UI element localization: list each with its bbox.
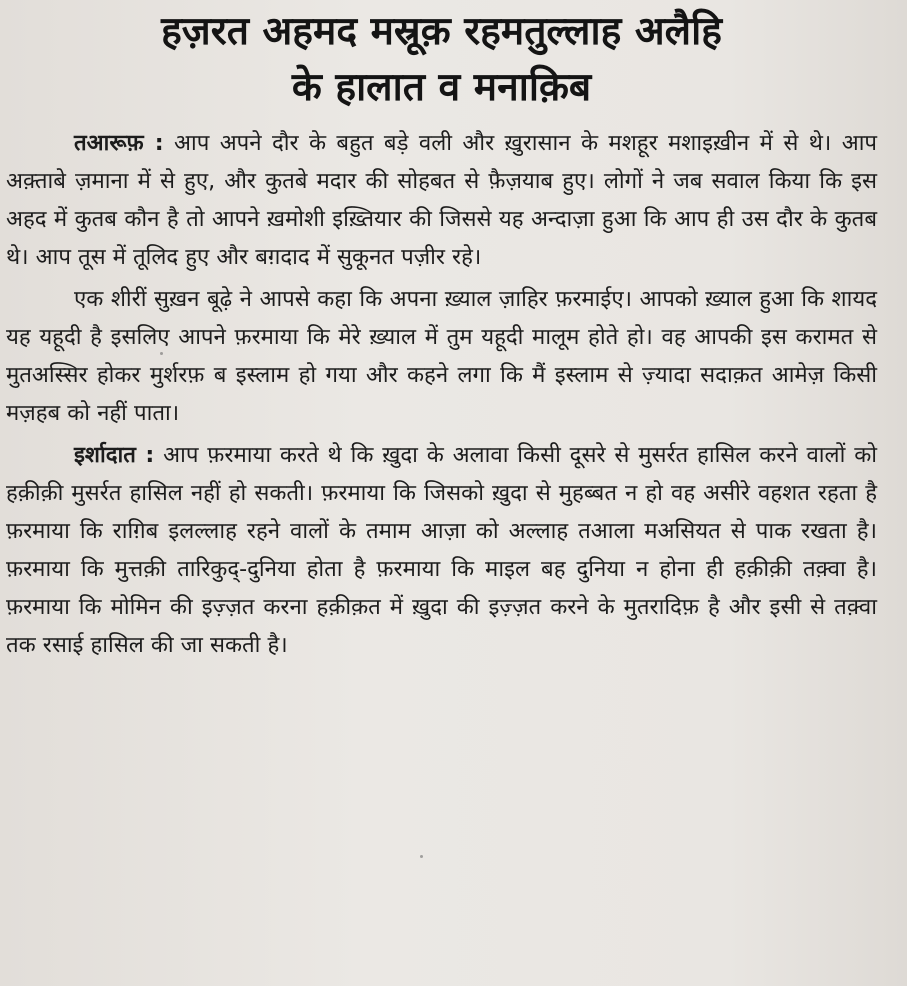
sayings-text: आप फ़रमाया करते थे कि ख़ुदा के अलावा किसी दूसरे से मुसर्रत हासिल करने वालों को हक़ीक़ी मुसर्रत हासिल नहीं हो सकती। फ़रमाया कि जिसको ख़ुदा से मुहब्बत न हो वह असीरे वहशत रहता है फ़रमाया कि राग़िब इलल्लाह रहने वालों के तमाम आज़ा को अल्लाह तआला मअसियत से पाक रखता है। फ़रमाया कि मुत्तक़ी तारिकुद्-दुनिया होता है फ़रमाया कि माइल बह दुनिया न होना ही हक़ीक़ी तक़्वा है। फ़रमाया कि मोमिन की इज़्ज़त करना हक़ीक़त में ख़ुदा की इज़्ज़त करने के मुतरादिफ़ है और इसी से तक़्वा तक रसाई हासिल की जा सकती है।	[6, 442, 877, 658]
page-title	[6, 4, 877, 116]
story-paragraph	[6, 280, 877, 432]
scan-speck	[420, 855, 423, 858]
intro-paragraph	[6, 124, 877, 276]
title-line-1: हज़रत अहमद मस्रूक़ रहमतुल्लाह अलैहि	[161, 9, 722, 54]
scan-speck	[160, 352, 163, 355]
intro-text: आप अपने दौर के बहुत बड़े वली और ख़ुरासान के मशहूर मशाइख़ीन में से थे। आप अक़्ताबे ज़माना में से हुए, और कुतबे मदार की सोहबत से फ़ैज़याब हुए। लोगों ने जब सवाल किया कि इस अहद में कुतब कौन है तो आपने ख़मोशी इख़्तियार की जिससे यह अन्दाज़ा हुआ कि आप ही उस दौर के कुतब थे। आप तूस में तूलिद हुए और बग़दाद में सुकूनत पज़ीर रहे।	[6, 130, 877, 270]
sayings-paragraph	[6, 436, 877, 664]
intro-heading: तआरूफ़ :	[74, 130, 164, 156]
body-text	[6, 124, 877, 664]
sayings-heading: इर्शादात :	[74, 442, 155, 468]
story-text: एक शीरीं सुख़न बूढ़े ने आपसे कहा कि अपना ख़्याल ज़ाहिर फ़रमाईए। आपको ख़्याल हुआ कि शायद यह यहूदी है इसलिए आपने फ़रमाया कि मेरे ख़्याल में तुम यहूदी मालूम होते हो। वह आपकी इस करामत से मुतअस्सिर होकर मुर्शरफ़ ब इस्लाम हो गया और कहने लगा कि मैं इस्लाम से ज़्यादा सदाक़त आमेज़ किसी मज़हब को नहीं पाता।	[6, 286, 877, 426]
title-line-2: के हालात व मनाक़िब	[291, 65, 592, 110]
